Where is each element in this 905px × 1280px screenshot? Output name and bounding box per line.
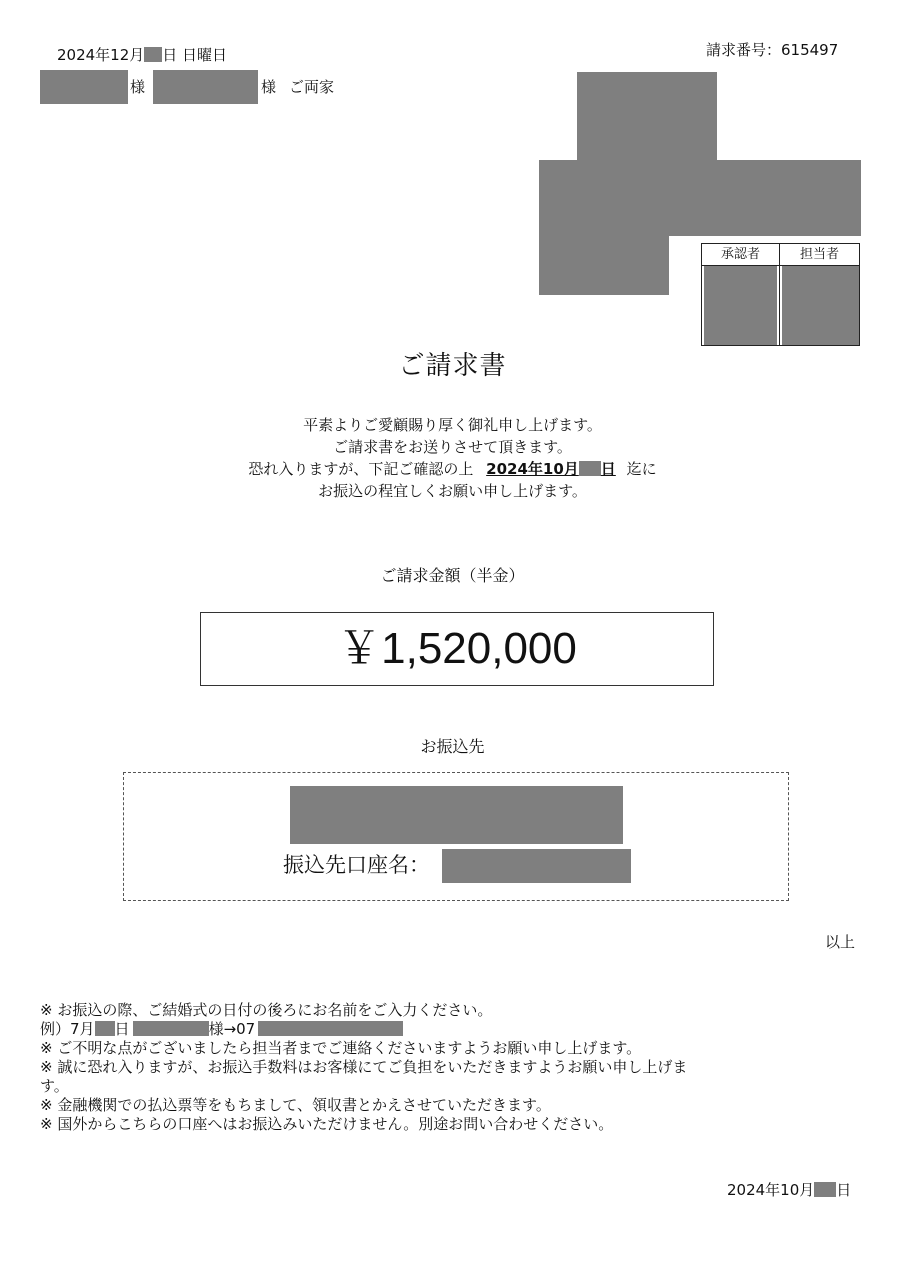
transfer-heading: お振込先 [420, 737, 485, 756]
notes-section [40, 1001, 870, 1134]
redacted-account-name [442, 849, 631, 883]
redacted-company-address [539, 236, 669, 295]
amount-label: ご請求金額（半金） [380, 566, 525, 585]
stamp-cell-approver [704, 266, 777, 345]
invoice-number: 請求番号：615497 [706, 41, 839, 59]
note-3-continued: す。 [40, 1077, 69, 1095]
greeting-message [0, 414, 905, 502]
redacted-example-name [133, 1021, 209, 1036]
message-line-1: 平素よりご愛顧賜り厚く御礼申し上げます。 [303, 416, 602, 434]
redacted-bank-info [290, 786, 623, 844]
stamp-cell-person-in-charge [782, 266, 859, 345]
note-2: ※ ご不明な点がございましたら担当者までご連絡くださいますようお願い申し上げます。 [40, 1039, 642, 1057]
honorific-1: 様 [130, 78, 146, 96]
stamp-divider [779, 244, 780, 345]
redacted-example-code [258, 1021, 403, 1036]
approval-stamp-table [701, 243, 860, 346]
footer-date: 2024年10月 日 [727, 1181, 852, 1199]
account-name-label: 振込先口座名： [283, 853, 430, 877]
invoice-amount: ￥1,520,000 [200, 612, 714, 686]
document-title: ご請求書 [398, 351, 507, 381]
note-1: ※ お振込の際、ご結婚式の日付の後ろにお名前をご入力ください。 [40, 1001, 493, 1019]
redacted-company-info [539, 160, 861, 236]
redacted-example-day [95, 1021, 115, 1036]
message-line-4: お振込の程宜しくお願い申し上げます。 [318, 482, 587, 500]
redacted-deadline-day [579, 461, 601, 476]
stamp-header-approver: 承認者 [702, 244, 779, 266]
redacted-footer-day [814, 1182, 836, 1197]
redacted-company-logo [577, 72, 717, 164]
issue-date: 2024年12月 日 日曜日 [57, 46, 228, 64]
note-4: ※ 金融機関での払込票等をもちまして、領収書とかえさせていただきます。 [40, 1096, 551, 1114]
payment-deadline: 2024年10月 日 [486, 460, 616, 478]
note-3: ※ 誠に恐れ入りますが、お振込手数料はお客様にてご負担をいただきますようお願い申し上げま [40, 1058, 688, 1076]
honorific-2: 様 [261, 78, 277, 96]
closing-word: 以上 [825, 933, 856, 951]
note-example: 例）7月 日 様→07 [40, 1020, 870, 1039]
stamp-header-person-in-charge: 担当者 [780, 244, 859, 266]
redacted-recipient-name-2 [153, 70, 258, 104]
redacted-recipient-name-1 [40, 70, 128, 104]
message-line-2: ご請求書をお送りさせて頂きます。 [333, 438, 572, 456]
note-5: ※ 国外からこちらの口座へはお振込みいただけません。別途お問い合わせください。 [40, 1115, 614, 1133]
redacted-day [144, 47, 162, 62]
recipient-family: ご両家 [289, 78, 335, 96]
message-line-3: 恐れ入りますが、下記ご確認の上 2024年10月 日 迄に [248, 460, 657, 478]
